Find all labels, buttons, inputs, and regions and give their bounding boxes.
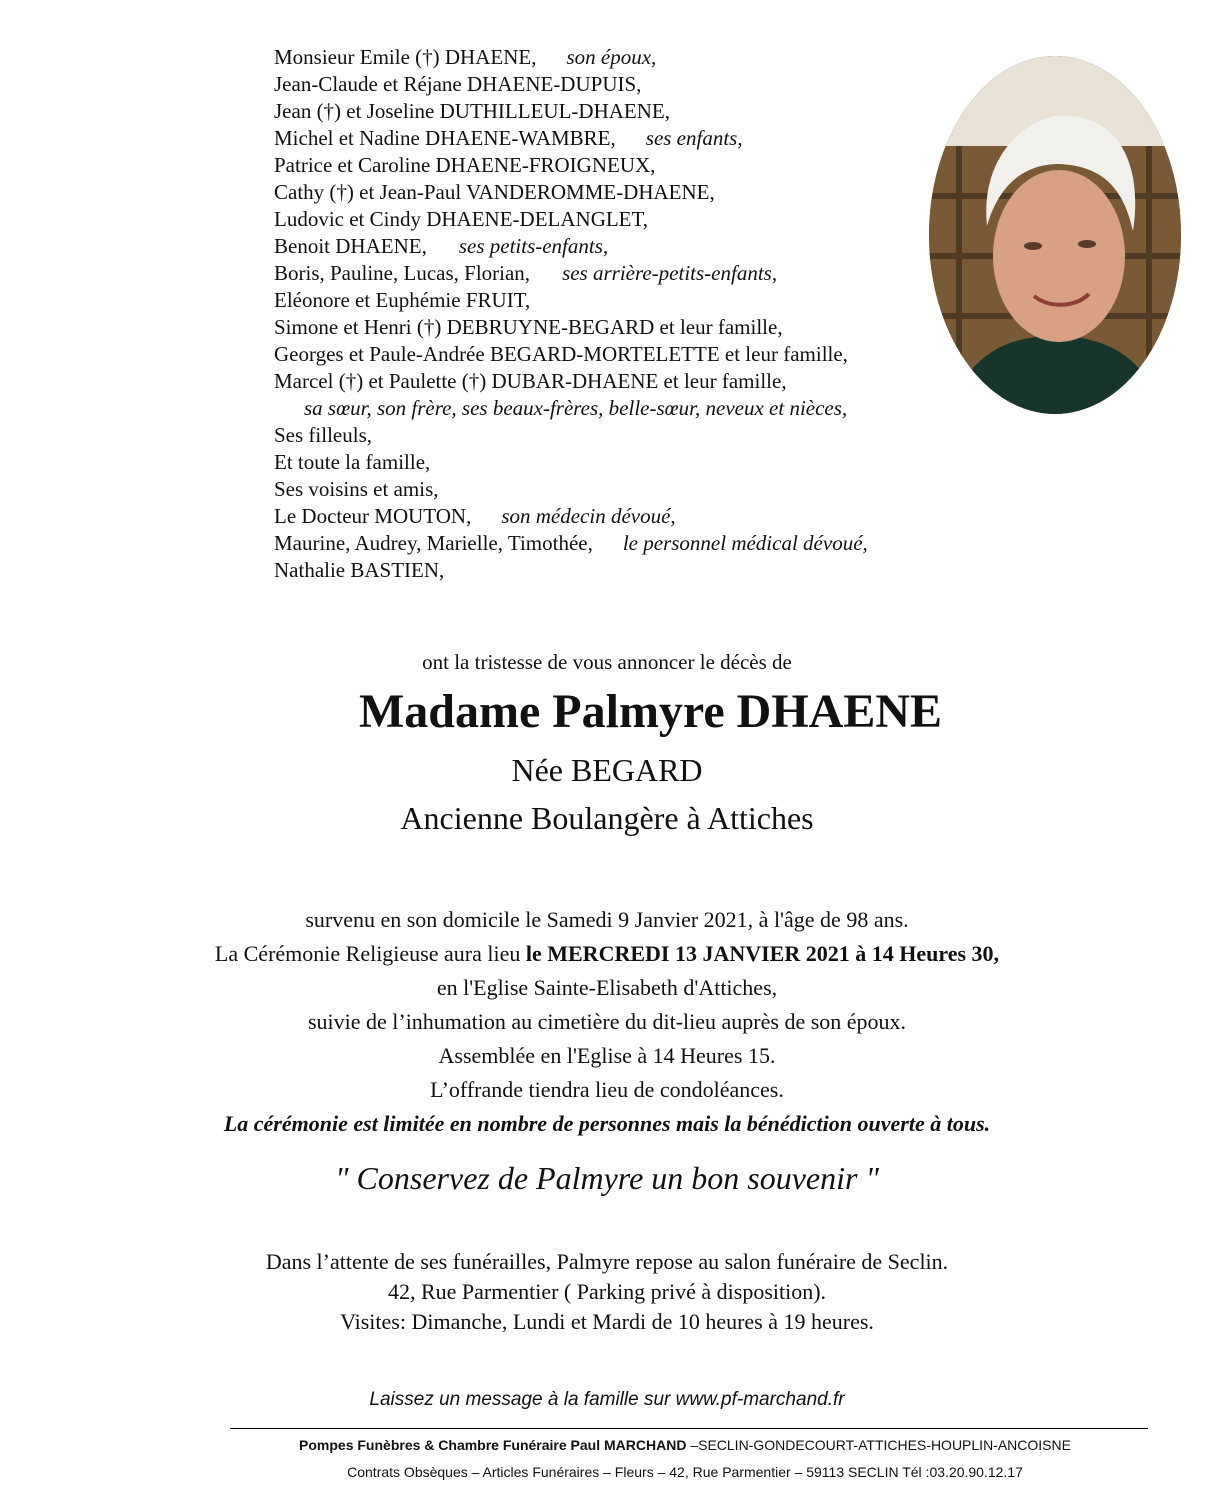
details-line: La Cérémonie Religieuse aura lieu le MERCREDI 13 JANVIER 2021 à 14 Heures 30,	[214, 941, 1000, 966]
details-line: survenu en son domicile le Samedi 9 Janvier 2021, à l'âge de 98 ans.	[305, 907, 909, 932]
family-line: Ses voisins et amis,	[274, 477, 439, 501]
family-line: Michel et Nadine DHAENE-WAMBRE, ses enfants,	[274, 126, 743, 150]
visit-line: Visites: Dimanche, Lundi et Mardi de 10 heures à 19 heures.	[340, 1309, 874, 1334]
memorial-quote: " Conservez de Palmyre un bon souvenir "	[335, 1160, 879, 1196]
visit-line: Dans l’attente de ses funérailles, Palmyre repose au salon funéraire de Seclin.	[265, 1249, 949, 1274]
family-line: Et toute la famille,	[274, 450, 431, 474]
details-line: suivie de l’inhumation au cimetière du dit-lieu auprès de son époux.	[307, 1009, 907, 1034]
family-line: Patrice et Caroline DHAENE-FROIGNEUX,	[274, 153, 656, 177]
footer-services: Contrats Obsèques – Articles Funéraires – Fleurs – 42, Rue Parmentier – 59113 SECLIN Tél :03.20.90.12.17	[347, 1464, 1023, 1480]
announcement-intro: ont la tristesse de vous annoncer le décès de	[422, 650, 792, 674]
family-role: son époux,	[566, 45, 657, 69]
details-line: L’offrande tiendra lieu de condoléances.	[430, 1077, 784, 1102]
family-line: Eléonore et Euphémie FRUIT,	[274, 288, 531, 312]
family-line: Jean (†) et Joseline DUTHILLEUL-DHAENE,	[274, 99, 670, 123]
family-line: Georges et Paule-Andrée BEGARD-MORTELETTE et leur famille,	[274, 342, 848, 366]
family-role: ses arrière-petits-enfants,	[562, 261, 778, 285]
details-line: La cérémonie est limitée en nombre de personnes mais la bénédiction ouverte à tous.	[223, 1111, 991, 1136]
family-role: le personnel médical dévoué,	[622, 531, 868, 555]
footer-company: Pompes Funèbres & Chambre Funéraire Paul MARCHAND –SECLIN-GONDECOURT-ATTICHES-HOUPLIN-ANCOISNE	[299, 1437, 1071, 1453]
details-line: Assemblée en l'Eglise à 14 Heures 15.	[438, 1043, 776, 1068]
family-line: Ludovic et Cindy DHAENE-DELANGLET,	[274, 207, 649, 231]
footer-divider	[230, 1428, 1148, 1429]
occupation: Ancienne Boulangère à Attiches	[400, 800, 814, 836]
family-line: Maurine, Audrey, Marielle, Timothée, le personnel médical dévoué,	[274, 531, 868, 555]
family-line: Monsieur Emile (†) DHAENE, son époux,	[274, 45, 657, 69]
ceremony-details	[0, 903, 1214, 1141]
deceased-name: Madame Palmyre DHAENE	[359, 685, 943, 738]
visit-info	[0, 1247, 1214, 1337]
family-line	[274, 395, 954, 422]
family-line: Nathalie BASTIEN,	[274, 558, 445, 582]
portrait-photo	[929, 56, 1181, 414]
family-role: ses petits-enfants,	[458, 234, 609, 258]
family-line: Benoit DHAENE, ses petits-enfants,	[274, 234, 609, 258]
visit-line: 42, Rue Parmentier ( Parking privé à disposition).	[387, 1279, 827, 1304]
details-line: en l'Eglise Sainte-Elisabeth d'Attiches,	[436, 975, 778, 1000]
family-line: Simone et Henri (†) DEBRUYNE-BEGARD et leur famille,	[274, 315, 783, 339]
family-role: son médecin dévoué,	[501, 504, 676, 528]
family-list	[274, 44, 954, 584]
family-line: Cathy (†) et Jean-Paul VANDEROMME-DHAENE,	[274, 180, 715, 204]
family-role: ses enfants,	[645, 126, 743, 150]
family-role: sa sœur, son frère, ses beaux-frères, belle-sœur, neveux et nièces,	[304, 396, 848, 420]
portrait-image	[929, 56, 1181, 414]
family-line: Marcel (†) et Paulette (†) DUBAR-DHAENE et leur famille,	[274, 369, 787, 393]
family-line: Jean-Claude et Réjane DHAENE-DUPUIS,	[274, 72, 642, 96]
family-line: Boris, Pauline, Lucas, Florian, ses arrière-petits-enfants,	[274, 261, 778, 285]
ceremony-date: le MERCREDI 13 JANVIER 2021 à 14 Heures 30,	[525, 941, 1000, 966]
family-line: Ses filleuls,	[274, 423, 372, 447]
family-line: Le Docteur MOUTON, son médecin dévoué,	[274, 504, 676, 528]
message-link-text: Laissez un message à la famille sur www.pf-marchand.fr	[369, 1389, 845, 1410]
maiden-name: Née BEGARD	[511, 752, 703, 788]
